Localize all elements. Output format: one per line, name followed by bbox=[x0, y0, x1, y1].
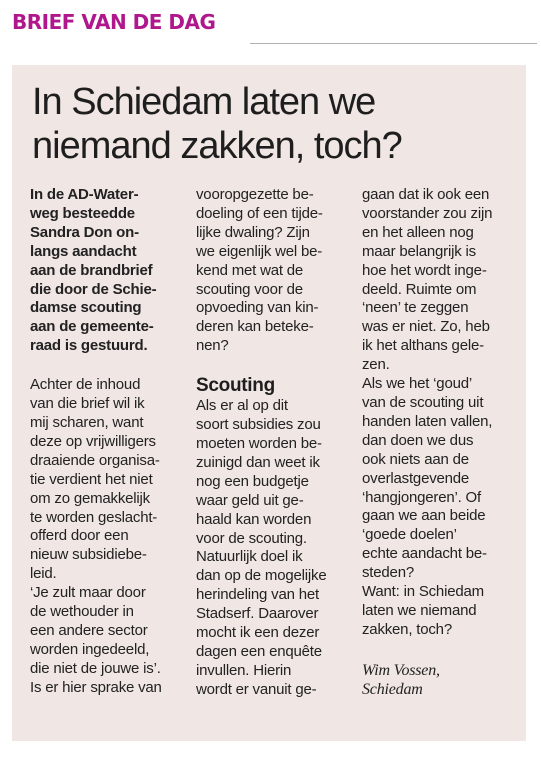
text-line: Achter de inhoud bbox=[30, 376, 141, 394]
text-line: voorstander zou zijn bbox=[362, 204, 493, 222]
signature-place: Schiedam bbox=[362, 680, 423, 698]
text-line: en het alleen nog bbox=[362, 223, 474, 241]
text-line: te worden geslacht- bbox=[30, 508, 158, 526]
text-line: Sandra Don on- bbox=[30, 223, 139, 241]
text-line: echte aandacht be- bbox=[362, 545, 487, 563]
signature-name: Wim Vossen, bbox=[362, 661, 440, 679]
column-3 bbox=[362, 186, 520, 699]
signature bbox=[362, 661, 520, 699]
text-line: moeten worden be- bbox=[196, 434, 322, 452]
text-line: draaiende organisa- bbox=[30, 451, 160, 469]
text-line: scouting voor de bbox=[196, 280, 303, 298]
text-line: deeld. Ruimte om bbox=[362, 280, 477, 298]
text-line: dan doen we dus bbox=[362, 431, 474, 449]
text-line: ‘neen’ te zeggen bbox=[362, 299, 469, 317]
text-line: deren kan beteke- bbox=[196, 318, 314, 336]
text-line: nog een budgetje bbox=[196, 472, 309, 490]
text-line: mij scharen, want bbox=[30, 413, 144, 431]
text-line: haald kan worden bbox=[196, 510, 312, 528]
text-line: dan op de mogelijke bbox=[196, 567, 327, 585]
text-line: vooropgezette be- bbox=[196, 186, 314, 203]
text-line: herindeling van het bbox=[196, 586, 319, 604]
text-line: weg besteedde bbox=[30, 204, 135, 222]
text-line: tie verdient het niet bbox=[30, 470, 153, 488]
body-paragraph bbox=[196, 186, 356, 356]
text-line: raad is gestuurd. bbox=[30, 337, 148, 355]
text-line: Als er al op dit bbox=[196, 397, 288, 415]
text-line: ik het althans gele- bbox=[362, 337, 484, 355]
text-line: ‘Je zult maar door bbox=[30, 584, 146, 602]
text-line: doeling of een tijde- bbox=[196, 204, 323, 222]
headline-line: niemand zakken, toch? bbox=[32, 125, 402, 167]
text-line: Natuurlijk doel ik bbox=[196, 548, 303, 566]
section-rubric: BRIEF VAN DE DAG bbox=[12, 10, 216, 34]
headline bbox=[32, 80, 512, 168]
text-line: ‘goede doelen’ bbox=[362, 526, 457, 544]
text-line: een andere sector bbox=[30, 621, 148, 639]
text-line: Want: in Schiedam bbox=[362, 583, 484, 601]
text-line: langs aandacht bbox=[30, 242, 137, 260]
text-line: we eigenlijk wel be- bbox=[196, 242, 323, 260]
text-line: zakken, toch? bbox=[362, 620, 452, 638]
text-line: waar geld uit ge- bbox=[196, 491, 304, 509]
text-line: In de AD-Water- bbox=[30, 186, 139, 203]
text-line: laten we niemand bbox=[362, 601, 477, 619]
text-line: aan de brandbrief bbox=[30, 261, 153, 279]
text-line: hoe het wordt inge- bbox=[362, 261, 487, 279]
text-line: deze op vrijwilligers bbox=[30, 432, 156, 450]
text-line: die niet de jouwe is’. bbox=[30, 659, 161, 677]
text-line: voor de scouting. bbox=[196, 529, 307, 547]
text-line: opvoeding van kin- bbox=[196, 299, 319, 317]
text-line: de wethouder in bbox=[30, 603, 134, 621]
text-line: was er niet. Zo, heb bbox=[362, 318, 490, 336]
column-2 bbox=[196, 186, 356, 700]
text-line: zuinigd dan weet ik bbox=[196, 453, 320, 471]
body-paragraph bbox=[196, 397, 356, 700]
text-line: Als we het ‘goud’ bbox=[362, 375, 473, 393]
text-line: kend met wat de bbox=[196, 261, 304, 279]
text-line: maar belangrijk is bbox=[362, 242, 476, 260]
text-line: invullen. Hierin bbox=[196, 661, 292, 679]
body-paragraph bbox=[30, 376, 188, 697]
text-line: van de scouting uit bbox=[362, 393, 484, 411]
text-line: Stadserf. Daarover bbox=[196, 605, 319, 623]
text-line: om zo gemakkelijk bbox=[30, 489, 150, 507]
text-line: ook niets aan de bbox=[362, 450, 469, 468]
text-line: aan de gemeente- bbox=[30, 318, 154, 336]
text-line: die door de Schie- bbox=[30, 280, 157, 298]
text-line: offerd door een bbox=[30, 527, 129, 545]
column-1 bbox=[30, 186, 188, 698]
text-line: soort subsidies zou bbox=[196, 416, 321, 434]
rubric-divider bbox=[250, 43, 537, 44]
text-line: steden? bbox=[362, 564, 414, 582]
text-line: ‘hangjongeren’. Of bbox=[362, 488, 481, 506]
text-line: damse scouting bbox=[30, 299, 142, 317]
text-line: gaan we aan beide bbox=[362, 507, 486, 525]
text-line: nen? bbox=[196, 337, 229, 355]
text-line: van die brief wil ik bbox=[30, 395, 145, 413]
text-line: overlastgevende bbox=[362, 469, 470, 487]
body-paragraph bbox=[362, 186, 520, 640]
headline-line: In Schiedam laten we bbox=[32, 81, 376, 123]
text-line: worden ingedeeld, bbox=[30, 640, 150, 658]
subheading-scouting: Scouting bbox=[196, 375, 275, 397]
text-line: wordt er vanuit ge- bbox=[196, 680, 317, 698]
text-line: Is er hier sprake van bbox=[30, 678, 162, 696]
text-line: nieuw subsidiebe- bbox=[30, 546, 147, 564]
text-line: lijke dwaling? Zijn bbox=[196, 223, 310, 241]
text-line: leid. bbox=[30, 565, 57, 583]
lead-paragraph bbox=[30, 186, 188, 356]
text-line: mocht ik een dezer bbox=[196, 624, 320, 642]
text-line: handen laten vallen, bbox=[362, 412, 493, 430]
text-line: zen. bbox=[362, 356, 390, 374]
text-line: gaan dat ik ook een bbox=[362, 186, 490, 203]
text-line: dagen een enquête bbox=[196, 642, 322, 660]
